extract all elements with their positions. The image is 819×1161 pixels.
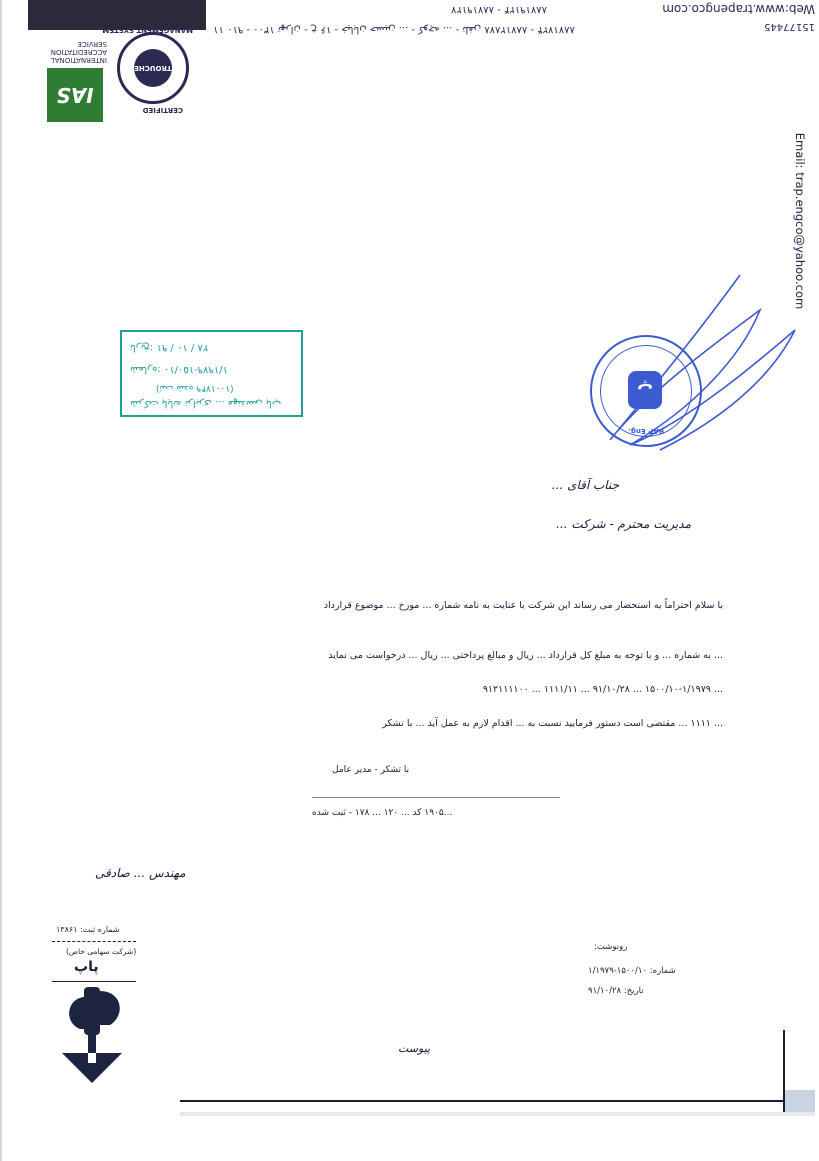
- registration-stamp: [120, 330, 303, 417]
- header-address: ۱۱ ۹۱۰ - ۱۳۰۰ تهران - خ ۱۶ - خیابان حسین ... - کوچه ... - تلفن ۸۸۷۱۲۸۷۸ - ۸۸۷۱۷۲۴: [213, 24, 575, 35]
- logo-brand: پاپ: [74, 959, 99, 975]
- reference-line: ...۱۹۰۵ کد ... ۱۲۰ ... ۱۷۸ - ثبت شده: [312, 808, 453, 818]
- body-line-2: ... به شماره ... و با توجه به مبلغ کل قرارداد ... ریال و مبالغ پرداختی ... ریال ... درخواست می نماید: [328, 650, 723, 661]
- body-line-1: با سلام احتراماً به استحضار می رساند این شرکت با عنایت به نامه شماره ... مورخ ... موضوع قرارداد: [323, 600, 723, 611]
- header-email: Email: trap.engco@yahoo.com: [793, 132, 807, 310]
- scan-shadow-bottom: [180, 1112, 815, 1116]
- frame-bottom: [180, 1100, 785, 1102]
- signatory-name: مهندس ... صادقی: [95, 866, 186, 880]
- letterhead-header: [0, 0, 819, 130]
- stamp-line-date: تاریخ: ۹۱ / ۱۰ / ۲۸: [130, 342, 209, 353]
- header-phone-left: 15177445: [764, 21, 815, 32]
- logo-registration: شماره ثبت: ۱۳۸۶۱: [56, 925, 120, 934]
- header-phone: ۸۸۷۱۹۱۲۴ - ۸۸۷۱۹۱۲۷: [451, 4, 547, 15]
- logo-mark-icon: [62, 987, 132, 1087]
- body-line-4: ... ۱۱۱۱ ... مقتضی است دستور فرمایید نسبت به ... اقدام لازم به عمل آید ... با تشکر: [382, 718, 723, 729]
- signature-stroke: [610, 275, 795, 450]
- seal-emblem: پ: [628, 371, 662, 409]
- certified-seal-core: STROUCHEF: [134, 49, 172, 87]
- signature-scribble: [570, 270, 800, 460]
- divider: [312, 797, 560, 798]
- logo-dash-line: [52, 941, 136, 942]
- certified-label: CERTIFIED: [142, 106, 183, 114]
- header-website: Web:www.trapengco.com: [662, 2, 815, 16]
- stamp-line-company: شرکت پایانه ترابری ... مهندسی پاپ: [130, 398, 282, 409]
- logo-rule: [52, 981, 136, 982]
- ias-caption-line: ACCREDITATION: [50, 48, 107, 56]
- footer-ref-number: شماره: ۱۵۰۰/۱۰-۱/۱۹۷۹: [588, 966, 676, 976]
- subject-line: مدیریت محترم - شرکت ...: [556, 517, 691, 531]
- ias-caption: [37, 40, 107, 64]
- body-line-3: ... ۱۵۰۰/۱۰-۱/۱۹۷۹ ... ۹۱/۱۰/۲۸ ... ۱۱۱۱/۱۱ ... ۹۱۲۱۱۱۱۰۰: [482, 684, 723, 695]
- management-system-label: MANAGEMENT SYSTEM: [102, 26, 193, 34]
- ias-caption-line: INTERNATIONAL: [50, 56, 107, 64]
- ias-caption-line: SERVICE: [77, 40, 107, 48]
- recipient-line: جناب آقای ...: [551, 478, 619, 492]
- footer-ref-date: تاریخ: ۹۱/۱۰/۲۸: [588, 986, 644, 996]
- seal-outer-text: RAP Eng.: [628, 427, 664, 435]
- closing-line: با تشکر - مدیر عامل: [332, 765, 410, 775]
- stamp-line-registered: (ثبت شده ۱۰۰۱۷۴۹): [156, 383, 234, 393]
- cc-label: رونوشت:: [594, 942, 628, 952]
- attachment-label: پیوست: [398, 1042, 431, 1055]
- company-logo-footer: [52, 925, 142, 1090]
- certified-seal: [117, 32, 189, 104]
- ias-logo: IAS: [47, 68, 103, 122]
- scan-shadow: [785, 1090, 815, 1112]
- logo-company-type: (شرکت سهامی خاص): [66, 947, 137, 956]
- scan-edge: [0, 0, 2, 1161]
- stamp-line-number: شماره: ۱۵۰/۱۰-۱/۱۹۷۹: [130, 364, 228, 375]
